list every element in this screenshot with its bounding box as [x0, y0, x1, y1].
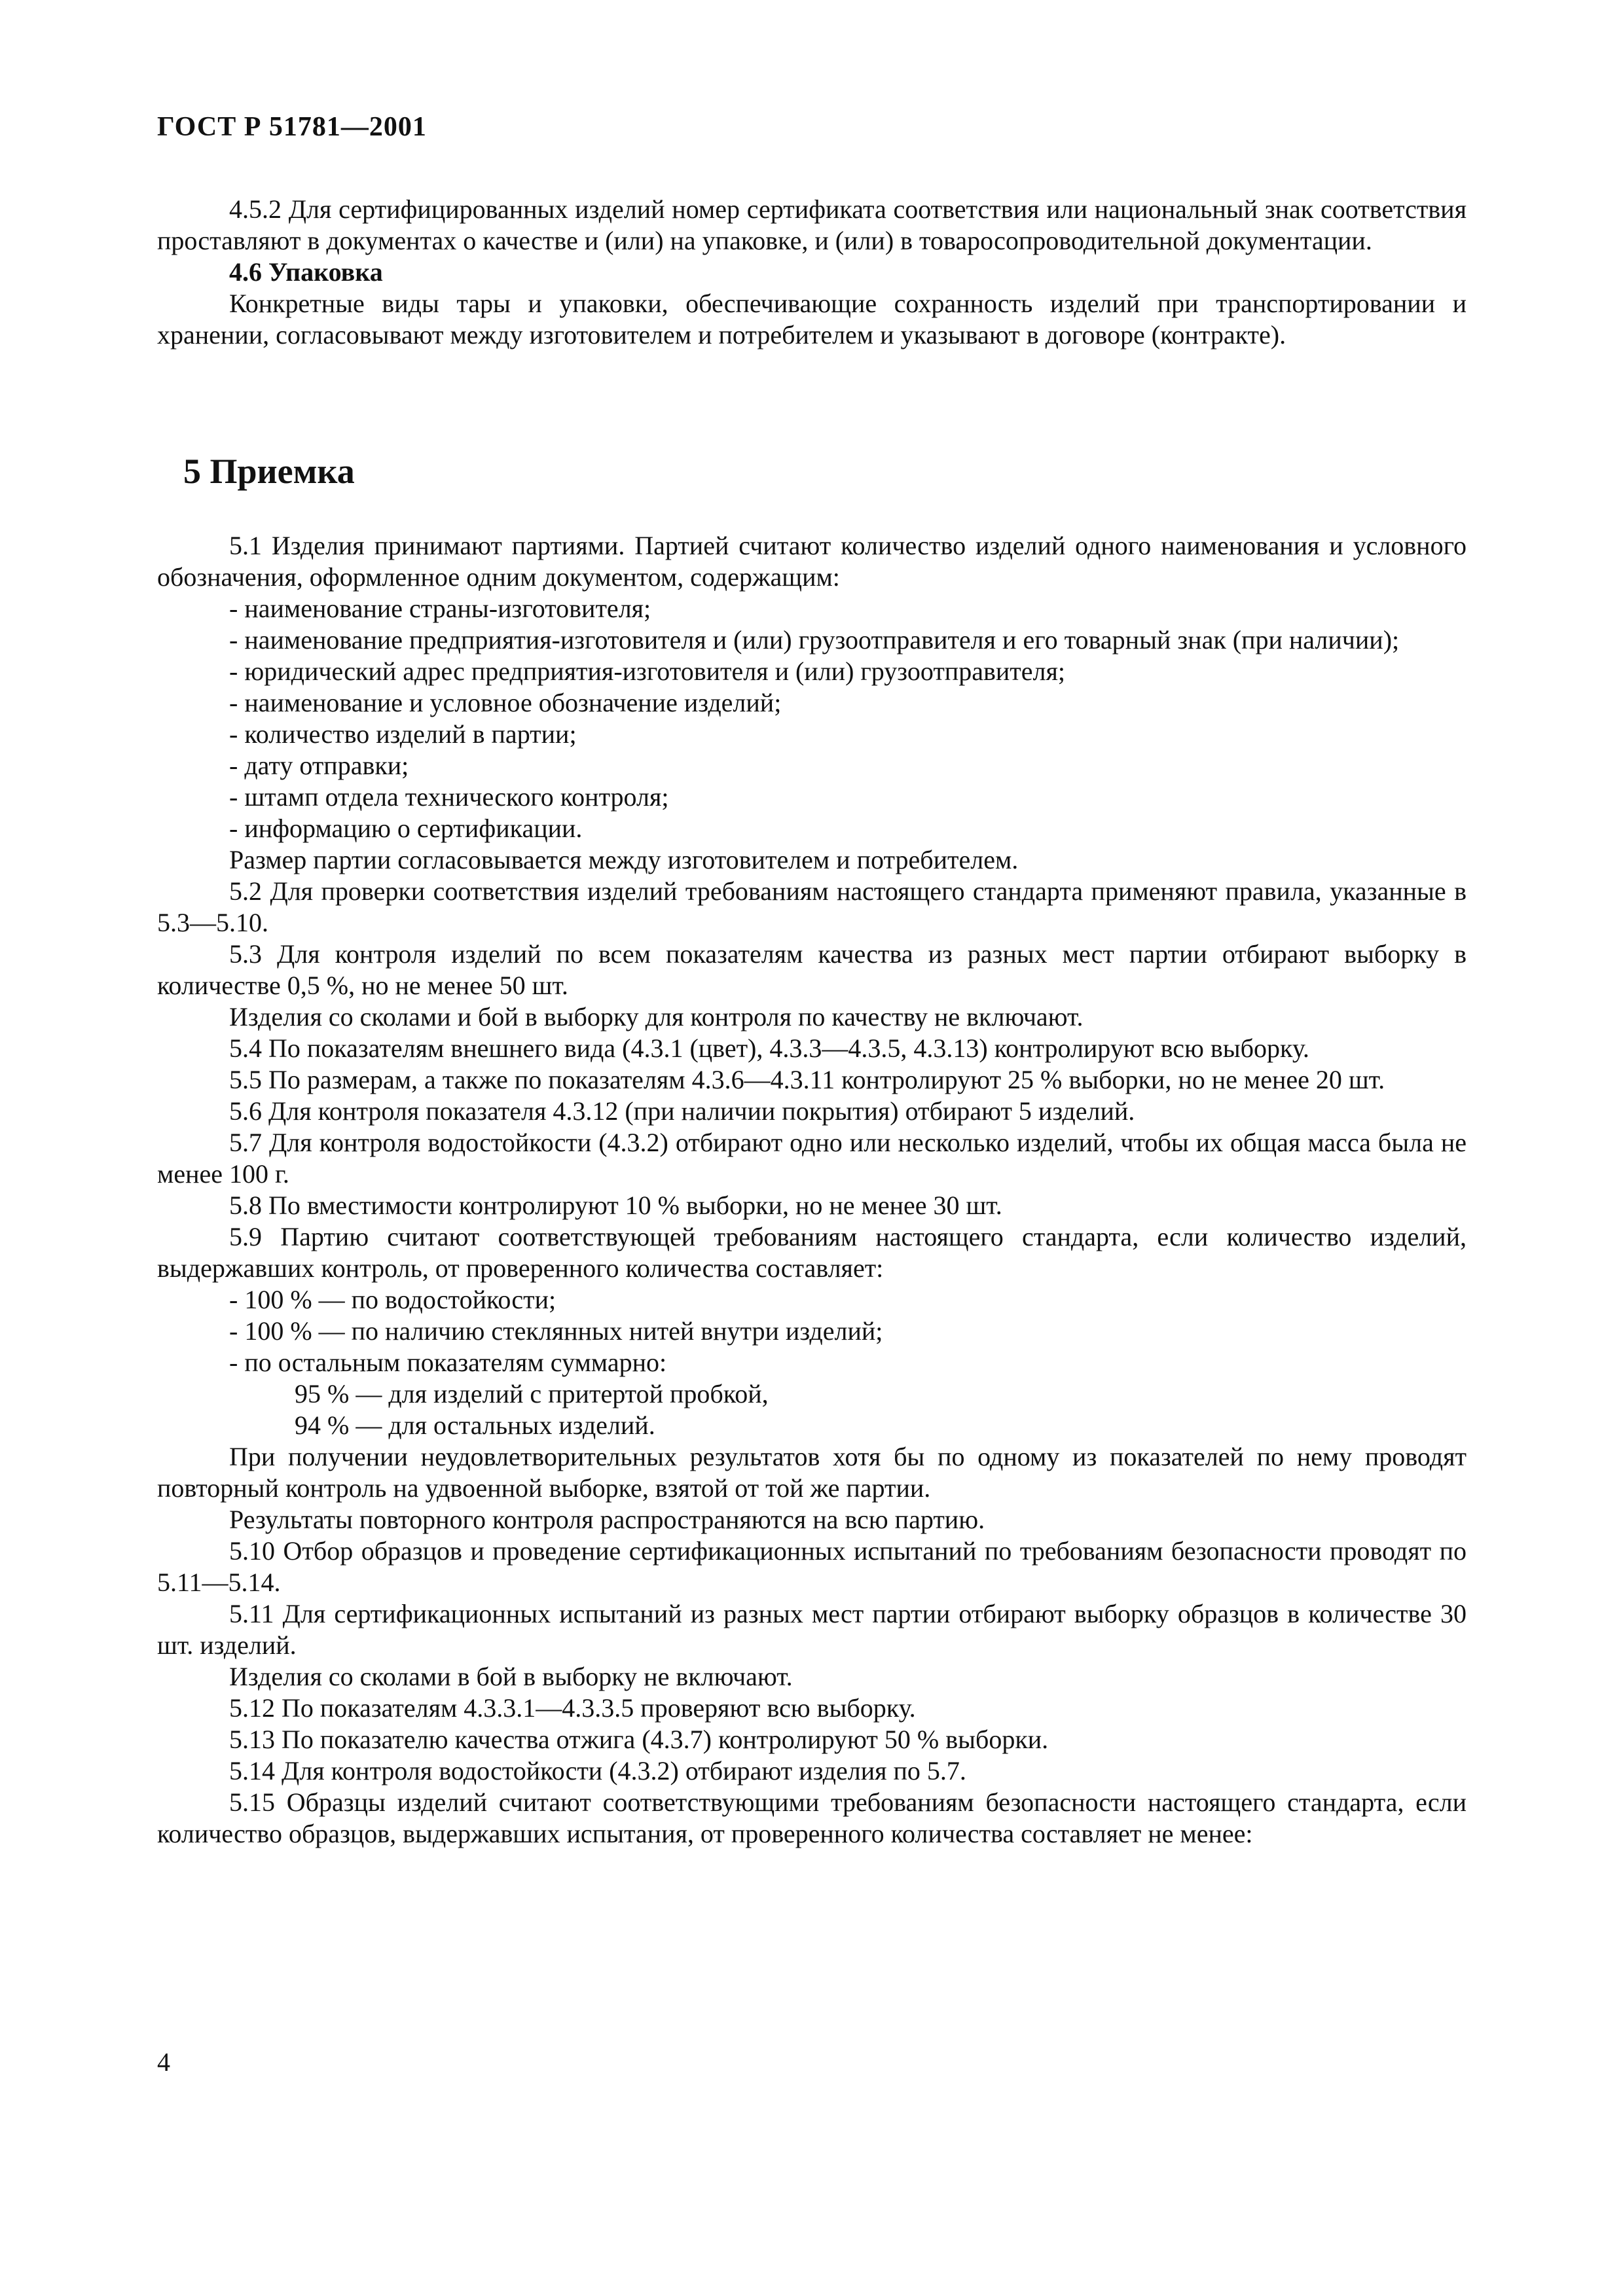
paragraph-5-7: 5.7 Для контроля водостойкости (4.3.2) отбирают одно или несколько изделий, чтобы их общая масса была не менее 100 г.	[157, 1128, 1467, 1189]
section-body	[157, 530, 1467, 1850]
paragraph-5-4: 5.4 По показателям внешнего вида (4.3.1 (цвет), 4.3.3—4.3.5, 4.3.13) контролируют всю выборку.	[229, 1033, 1309, 1063]
list-item: - по остальным показателям суммарно:	[229, 1348, 667, 1377]
paragraph-5-10: 5.10 Отбор образцов и проведение сертификационных испытаний по требованиям безопасности проводят по 5.11—5.14.	[157, 1536, 1467, 1597]
list-item: - наименование предприятия-изготовителя и (или) грузоотправителя и его товарный знак (при наличии);	[229, 625, 1400, 655]
paragraph-5-1: 5.1 Изделия принимают партиями. Партией считают количество изделий одного наименования и условного обозначения, оформленное одним документом, содержащим:	[157, 531, 1467, 592]
list-item: - 100 % — по водостойкости;	[229, 1285, 556, 1314]
section-title: 5 Приемка	[183, 452, 355, 491]
document-header: ГОСТ Р 51781—2001	[157, 112, 427, 142]
paragraph-5-2: 5.2 Для проверки соответствия изделий требованиям настоящего стандарта применяют правила, указанные в 5.3—5.10.	[157, 876, 1467, 937]
paragraph-5-5: 5.5 По размерам, а также по показателям 4.3.6—4.3.11 контролируют 25 % выборки, но не менее 20 шт.	[229, 1065, 1385, 1094]
list-item: - количество изделий в партии;	[229, 719, 577, 749]
paragraph-5-12: 5.12 По показателям 4.3.3.1—4.3.3.5 проверяют всю выборку.	[229, 1693, 916, 1723]
paragraph-batch-size: Размер партии согласовывается между изготовителем и потребителем.	[229, 845, 1019, 874]
sub-list-item: 95 % — для изделий с притертой пробкой,	[295, 1379, 769, 1408]
paragraph-5-9-retest: При получении неудовлетворительных результатов хотя бы по одному из показателей по нему проводят повторный контроль на удвоенной выборке, взятой от той же партии.	[157, 1442, 1467, 1503]
top-section	[157, 194, 1467, 351]
subsection-title-4-6: 4.6 Упаковка	[229, 257, 383, 287]
paragraph-5-6: 5.6 Для контроля показателя 4.3.12 (при наличии покрытия) отбирают 5 изделий.	[229, 1096, 1135, 1126]
list-item: - штамп отдела технического контроля;	[229, 782, 669, 812]
paragraph-5-15: 5.15 Образцы изделий считают соответствующими требованиям безопасности настоящего стандарта, если количество образцов, выдержавших испытания, от проверенного количества составляет не менее:	[157, 1787, 1467, 1848]
paragraph-5-13: 5.13 По показателю качества отжига (4.3.7) контролируют 50 % выборки.	[229, 1725, 1049, 1754]
page-number: 4	[157, 2047, 170, 2077]
paragraph-5-8: 5.8 По вместимости контролируют 10 % выборки, но не менее 30 шт.	[229, 1191, 1002, 1220]
sub-list-item: 94 % — для остальных изделий.	[295, 1410, 655, 1440]
list-item: - наименование страны-изготовителя;	[229, 594, 651, 623]
paragraph-5-3: 5.3 Для контроля изделий по всем показателям качества из разных мест партии отбирают выборку в количестве 0,5 %, но не менее 50 шт.	[157, 939, 1467, 1000]
paragraph-5-11: 5.11 Для сертификационных испытаний из разных мест партии отбирают выборку образцов в количестве 30 шт. изделий.	[157, 1599, 1467, 1660]
list-item: - информацию о сертификации.	[229, 814, 583, 843]
list-item: - 100 % — по наличию стеклянных нитей внутри изделий;	[229, 1316, 883, 1346]
paragraph-5-14: 5.14 Для контроля водостойкости (4.3.2) отбирают изделия по 5.7.	[229, 1756, 966, 1785]
paragraph-4-6: Конкретные виды тары и упаковки, обеспечивающие сохранность изделий при транспортировании и хранении, согласовывают между изготовителем и потребителем и указывают в договоре (контракте).	[157, 289, 1467, 350]
list-item: - юридический адрес предприятия-изготовителя и (или) грузоотправителя;	[229, 656, 1065, 686]
list-item: - наименование и условное обозначение изделий;	[229, 688, 782, 717]
paragraph-4-5-2: 4.5.2 Для сертифицированных изделий номер сертификата соответствия или национальный знак соответствия проставляют в документах о качестве и (или) на упаковке, и (или) в товаросопроводительной документации.	[157, 194, 1467, 255]
paragraph-5-11-note: Изделия со сколами в бой в выборку не включают.	[229, 1662, 793, 1691]
paragraph-5-3-note: Изделия со сколами и бой в выборку для контроля по качеству не включают.	[229, 1002, 1084, 1031]
paragraph-5-9-result: Результаты повторного контроля распространяются на всю партию.	[229, 1505, 985, 1534]
list-item: - дату отправки;	[229, 751, 409, 780]
paragraph-5-9: 5.9 Партию считают соответствующей требованиям настоящего стандарта, если количество изделий, выдержавших контроль, от проверенного количества составляет:	[157, 1222, 1467, 1283]
